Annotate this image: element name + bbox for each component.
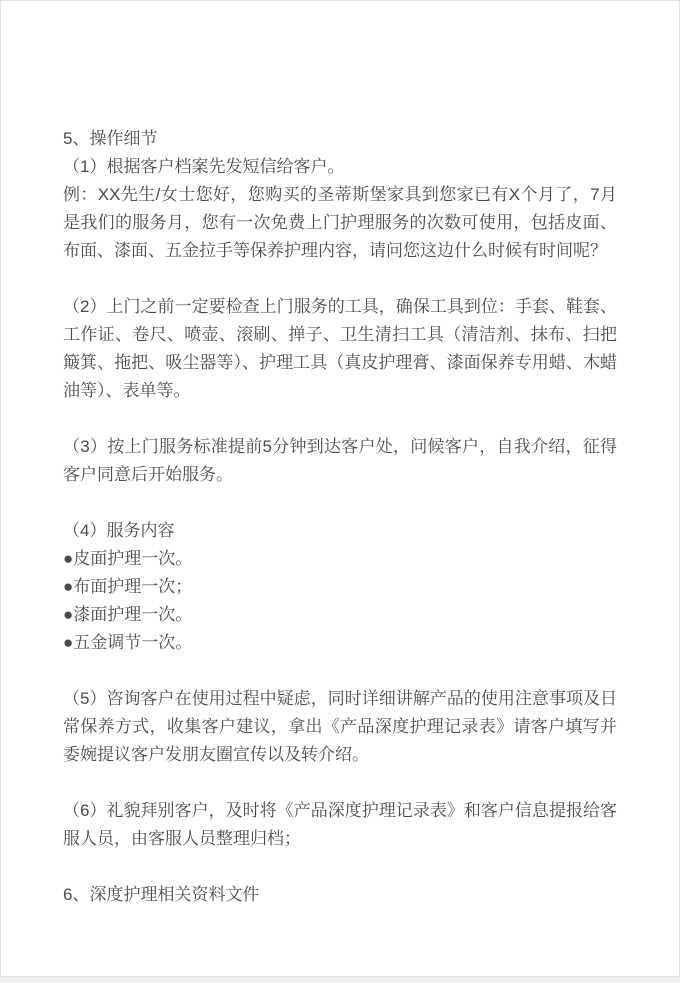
bullet-item-hardware-adjust: ●五金调节一次。 (63, 633, 193, 652)
step-3-paragraph: （3）按上门服务标准提前5分钟到达客户处，问候客户，自我介绍，征得客户同意后开始服务。 (63, 437, 617, 484)
document-content (1, 1, 679, 909)
step-1-paragraph: （1）根据客户档案先发短信给客户。 (63, 157, 345, 176)
bullet-item-leather-care: ●皮面护理一次。 (63, 549, 193, 568)
step-2-paragraph: （2）上门之前一定要检查上门服务的工具，确保工具到位：手套、鞋套、工作证、卷尺、喷壶、滚刷、掸子、卫生清扫工具（清洁剂、抹布、扫把簸箕、拖把、吸尘器等）、护理工具（真皮护理膏、漆面保养专用蜡、木蜡油等）、表单等。 (63, 297, 617, 400)
bullet-item-fabric-care: ●布面护理一次； (63, 577, 193, 596)
step-4-heading: （4）服务内容 (63, 521, 175, 540)
section-heading-operation-details: 5、操作细节 (63, 129, 158, 148)
example-sms-paragraph: 例：XX先生/女士您好，您购买的圣蒂斯堡家具到您家已有X个月了，7月是我们的服务月，您有一次免费上门护理服务的次数可使用，包括皮面、布面、漆面、五金拉手等保养护理内容，请问您这边什么时候有时间呢？ (63, 185, 617, 260)
step-6-paragraph: （6）礼貌拜别客户，及时将《产品深度护理记录表》和客户信息提报给客服人员，由客服人员整理归档； (63, 801, 617, 848)
step-5-paragraph: （5）咨询客户在使用过程中疑虑，同时详细讲解产品的使用注意事项及日常保养方式，收集客户建议，拿出《产品深度护理记录表》请客户填写并委婉提议客户发朋友圈宣传以及转介绍。 (63, 689, 617, 764)
section-heading-deep-care-files: 6、深度护理相关资料文件 (63, 885, 260, 904)
bullet-item-paint-care: ●漆面护理一次。 (63, 605, 193, 624)
